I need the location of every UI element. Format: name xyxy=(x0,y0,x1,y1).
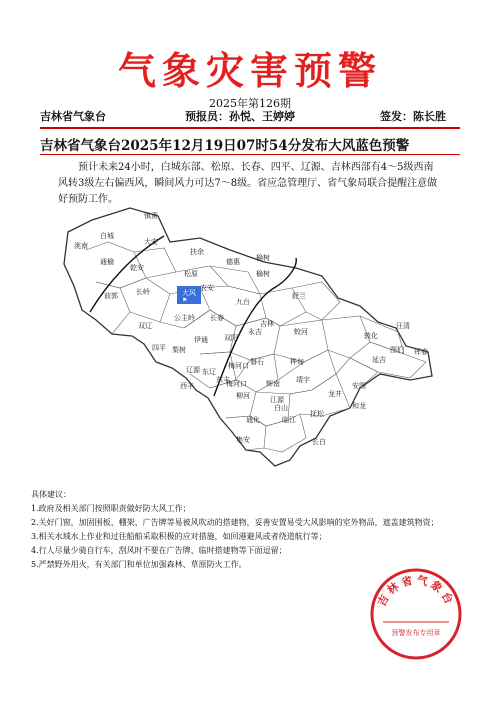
map-city-label: 东丰 xyxy=(216,376,230,384)
top-divider xyxy=(40,127,460,129)
map-city-label: 九台 xyxy=(236,298,250,306)
map-city-label: 珲春 xyxy=(414,348,428,356)
map-city-label: 榆树 xyxy=(256,254,270,262)
map-city-label: 图们 xyxy=(390,346,404,354)
issuer-row xyxy=(40,108,460,126)
advice-item: 2.关好门窗，加固围板、棚架、广告牌等易被风吹动的搭建物，妥善安置易受大风影响的室外物品，遮盖建筑物资； xyxy=(31,518,439,527)
map-city-label: 白城 xyxy=(100,232,114,240)
map-city-label: 德惠 xyxy=(226,258,240,266)
jilin-province-map xyxy=(60,202,440,467)
headline: 吉林省气象台2025年12月19日07时54分发布大风蓝色预警 xyxy=(40,138,410,154)
map-city-label: 长岭 xyxy=(136,288,150,296)
map-city-label: 东辽 xyxy=(202,368,216,376)
map-city-label: 磐石 xyxy=(250,358,264,366)
map-city-label: 集安 xyxy=(236,436,250,444)
advice-item: 4.行人尽量少骑自行车，刮风时不要在广告牌、临时搭建物等下面逗留； xyxy=(31,546,287,555)
map-city-label: 双辽 xyxy=(138,322,152,330)
map-city-label: 敦化 xyxy=(364,332,378,340)
map-city-label: 梅河口 xyxy=(226,380,247,388)
advice-item: 5.严禁野外用火，有关部门和单位加强森林、草原防火工作。 xyxy=(31,560,247,569)
official-stamp xyxy=(369,567,463,661)
forecasters: 预报员：孙悦、王婷婷 xyxy=(185,110,295,123)
map-city-label: 乾安 xyxy=(130,264,144,272)
map-city-label: 松原 xyxy=(184,270,198,278)
map-city-label: 农安 xyxy=(200,284,214,292)
map-city-label: 临江 xyxy=(282,416,296,424)
map-city-label: 大安 xyxy=(144,238,158,246)
map-city-label: 通榆 xyxy=(100,258,114,266)
map-city-label: 舒兰 xyxy=(292,292,306,300)
map-city-label: 梨树 xyxy=(172,346,186,354)
map-city-label: 通化 xyxy=(246,416,260,424)
signer: 签发：陈长胜 xyxy=(380,110,446,123)
map-city-label: 伊通 xyxy=(194,336,208,344)
stamp-org: 吉林省气象台 xyxy=(375,573,457,609)
stamp-purpose: 预警发布专用章 xyxy=(391,629,441,637)
advice-title: 具体建议： xyxy=(31,490,71,499)
map-city-label: 蛟河 xyxy=(294,328,308,336)
advice-item: 3.相关水域水上作业和过往船舶采取积极的应对措施，如回港避风或者绕道航行等； xyxy=(31,532,327,541)
map-city-label: 延吉 xyxy=(372,356,386,364)
map-city-label: 靖宇 xyxy=(296,376,310,384)
map-city-label: 柳河 xyxy=(236,392,250,400)
issue-number: 2025年第126期 xyxy=(209,97,291,110)
map-city-label: 西丰 xyxy=(180,382,194,390)
map-city-label: 抚松 xyxy=(310,410,324,418)
map-city-label: 永吉 xyxy=(248,328,262,336)
map-city-label: 长春 xyxy=(210,314,224,322)
map-city-label: 吉林 xyxy=(260,320,274,328)
map-city-label: 洮南 xyxy=(74,242,88,250)
map-city-label: 安图 xyxy=(352,382,366,390)
map-city-label: 扶余 xyxy=(190,248,204,256)
map-city-label: 辽源 xyxy=(186,366,200,374)
advice-section xyxy=(31,488,471,572)
map-city-label: 江源 xyxy=(270,396,284,404)
warning-icon-text: 大风 xyxy=(182,289,196,297)
map-city-label: 榆树 xyxy=(256,270,270,278)
map-city-label: 公主岭 xyxy=(174,314,195,322)
advice-item: 1.政府及相关部门按照职责做好防大风工作； xyxy=(31,504,191,513)
map-city-label: 汪清 xyxy=(396,322,410,330)
body-paragraph: 预计未来24小时，白城东部、松原、长春、四平、辽源、吉林西部有4～5级西南风转3级左右偏西风，瞬间风力可达7～8级。省应急管理厅、省气象局联合提醒注意做好预防工作。 xyxy=(58,162,438,205)
wind-warning-icon xyxy=(177,286,201,304)
map-city-label: 和龙 xyxy=(352,402,366,410)
map-city-label: 龙井 xyxy=(328,390,342,398)
svg-text:吉林省气象台 xyxy=(374,573,458,609)
map-city-label: 长白 xyxy=(312,438,326,446)
issuer: 吉林省气象台 xyxy=(40,110,106,123)
map-city-label: 四平 xyxy=(152,344,166,352)
map-city-label: 辉南 xyxy=(266,380,280,388)
svg-text:⚑: ⚑ xyxy=(182,297,188,304)
map-city-label: 白山 xyxy=(274,404,288,412)
headline-divider xyxy=(40,154,460,155)
map-city-label: 镇赉 xyxy=(144,212,158,220)
map-city-label: 梅河口 xyxy=(228,362,249,370)
map-city-label: 双阳 xyxy=(224,334,238,342)
map-city-label: 前郭 xyxy=(104,292,118,300)
map-city-label: 桦甸 xyxy=(290,358,304,366)
document-title: 气象灾害预警 xyxy=(117,48,382,93)
